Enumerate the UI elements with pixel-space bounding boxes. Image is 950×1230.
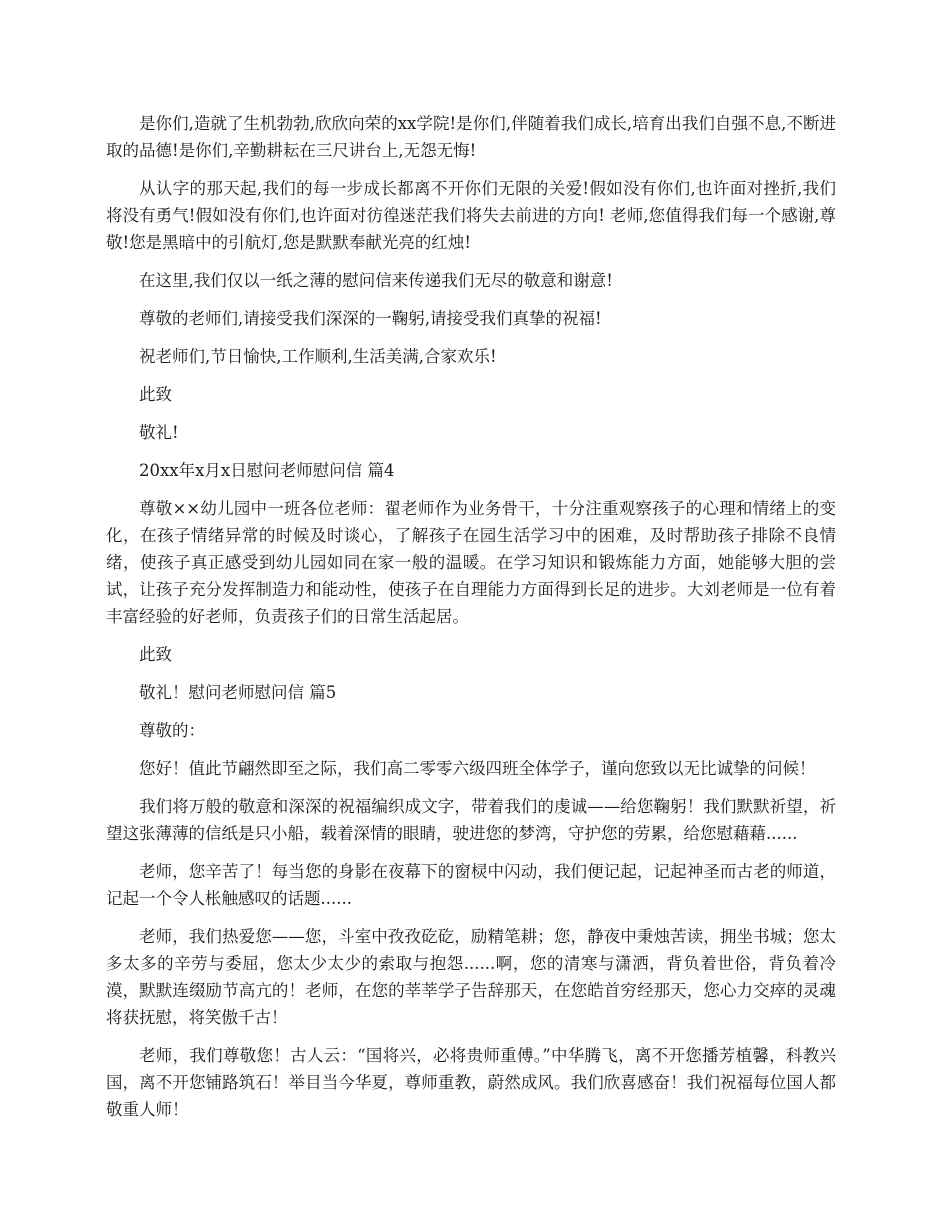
paragraph: 我们将万般的敬意和深深的祝福编织成文字，带着我们的虔诚——给您鞠躬！我们默默祈望，祈望这张薄薄的信纸是只小船，载着深情的眼睛，驶进您的梦湾，守护您的劳累，给您慰藉藉......: [106, 797, 836, 843]
paragraph: 您好！值此节翩然即至之际，我们高二零零六级四班全体学子，谨向您致以无比诚挚的问候！: [139, 759, 816, 778]
section-heading: 20xx年x月x日慰问老师慰问信 篇4: [139, 461, 395, 480]
paragraph: 尊敬××幼儿园中一班各位老师：翟老师作为业务骨干，十分注重观察孩子的心理和情绪上的变化，在孩子情绪异常的时候及时谈心，了解孩子在园生活学习中的困难，及时帮助孩子排除不良情绪，使孩子真正感受到幼儿园如同在家一般的温暖。在学习知识和锻炼能力方面，她能够大胆的尝试，让孩子充分发挥制造力和能动性，使孩子在自理能力方面得到长足的进步。大刘老师是一位有着丰富经验的好老师，负责孩子们的日常生活起居。: [106, 499, 836, 626]
document-body: [106, 110, 836, 1134]
section-heading: 敬礼！慰问老师慰问信 篇5: [139, 683, 337, 702]
closing-line: 此致: [139, 645, 172, 664]
paragraph: 尊敬的老师们,请接受我们深深的一鞠躬,请接受我们真挚的祝福!: [139, 309, 602, 328]
paragraph: 在这里,我们仅以一纸之薄的慰问信来传递我们无尽的敬意和谢意!: [139, 271, 613, 290]
closing-line: 此致: [139, 385, 172, 404]
paragraph: 老师，我们尊敬您！古人云：“国将兴，必将贵师重傅。”中华腾飞，离不开您播芳植馨，科教兴国，离不开您铺路筑石！举目当今华夏，尊师重教，蔚然成风。我们欣喜感奋！我们祝福每位国人都敬重人师！: [106, 1046, 836, 1119]
paragraph: 是你们,造就了生机勃勃,欣欣向荣的xx学院!是你们,伴随着我们成长,培育出我们自强不息,不断进取的品德!是你们,辛勤耕耘在三尺讲台上,无怨无悔!: [106, 114, 836, 160]
paragraph: 从认字的那天起,我们的每一步成长都离不开你们无限的关爱!假如没有你们,也许面对挫折,我们将没有勇气!假如没有你们,也许面对彷徨迷茫我们将失去前进的方向! 老师,您值得我们每一个感谢,尊敬!您是黑暗中的引航灯,您是默默奉献光亮的红烛!: [106, 179, 836, 252]
closing-salute: 敬礼!: [139, 423, 179, 442]
paragraph: 祝老师们,节日愉快,工作顺利,生活美满,合家欢乐!: [139, 347, 497, 366]
paragraph: 老师，我们热爱您——您，斗室中孜孜矻矻，励精笔耕；您，静夜中秉烛苦读，拥坐书城；您太多太多的辛劳与委屈，您太少太少的索取与抱怨......啊，您的清寒与潇洒，背负着世俗，背负着冷漠，默默连缀励节高亢的！老师，在您的莘莘学子告辞那天，在您皓首穷经那天，您心力交瘁的灵魂将获抚慰，将笑傲千古！: [106, 927, 836, 1027]
paragraph: 老师，您辛苦了！每当您的身影在夜幕下的窗棂中闪动，我们便记起，记起神圣而古老的师道，记起一个令人枨触感叹的话题......: [106, 862, 836, 908]
salutation: 尊敬的：: [139, 721, 205, 740]
